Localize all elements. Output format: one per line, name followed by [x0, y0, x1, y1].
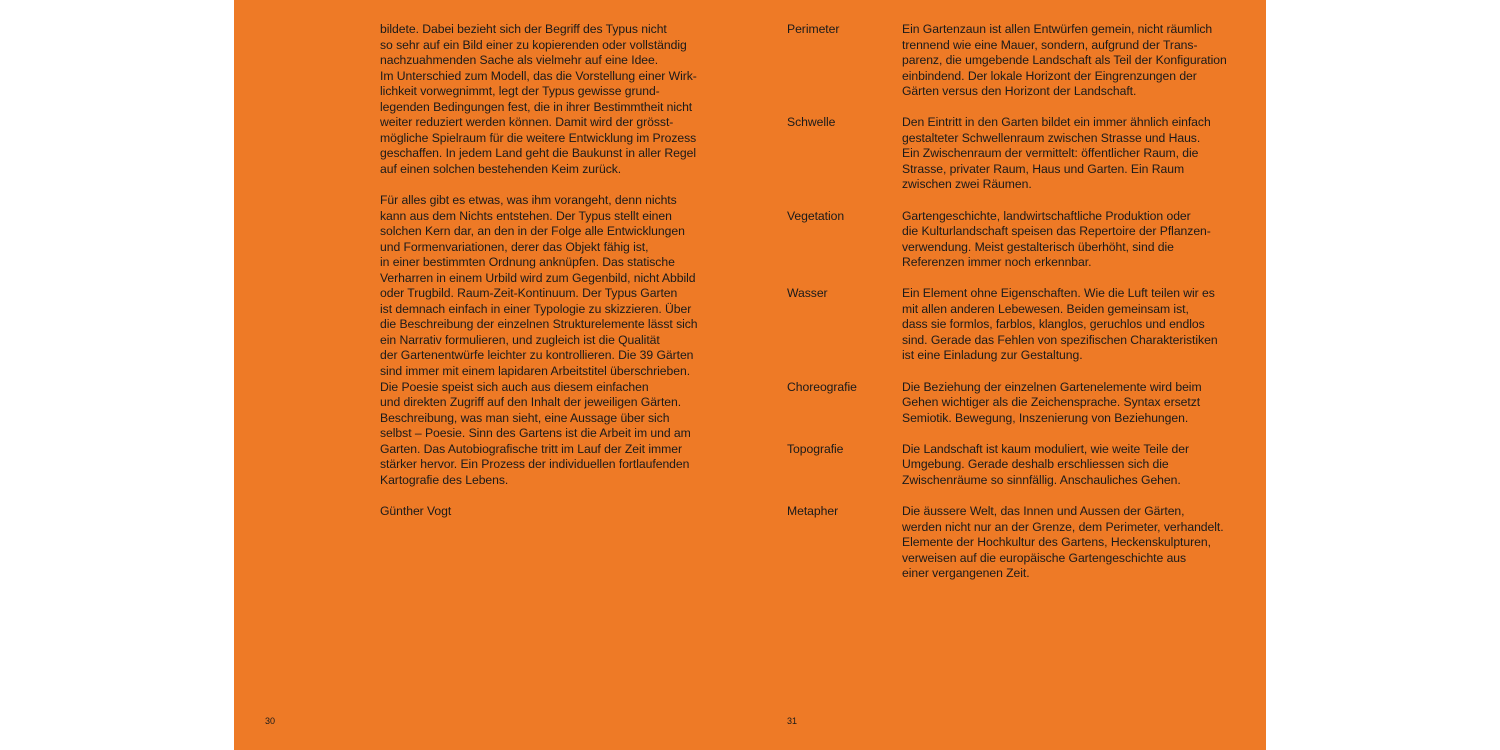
glossary-entry-perimeter [787, 22, 1257, 100]
text-line: Ein Zwischenraum der vermittelt: öffentlicher Raum, die [902, 146, 1199, 161]
glossary-term: Vegetation [787, 208, 845, 223]
essay-paragraph-2 [380, 193, 730, 488]
glossary-term: Choreografie [787, 379, 857, 394]
book-spread [234, 0, 1266, 750]
text-line: ist eine Einladung zur Gestaltung. [902, 348, 1083, 363]
text-line: stärker hervor. Ein Prozess der individuellen fortlaufenden [380, 457, 690, 472]
text-line: verwendung. Meist gestalterisch überhöht, sind die [902, 239, 1174, 254]
text-line: nachzuahmenden Sache als vielmehr auf eine Idee. [380, 53, 659, 68]
glossary-term: Perimeter [787, 22, 840, 36]
text-line: und direkten Zugriff auf den Inhalt der jeweiligen Gärten. [380, 395, 682, 410]
text-line: mit allen anderen Lebewesen. Beiden gemeinsam ist, [902, 301, 1189, 316]
text-line: Referenzen immer noch erkennbar. [902, 255, 1092, 270]
glossary-entry-vegetation [787, 209, 1257, 271]
glossary-definition [902, 115, 1257, 193]
text-line: weiter reduziert werden können. Damit wird der grösst- [380, 115, 674, 130]
text-line: Gehen wichtiger als die Zeichensprache. Syntax ersetzt [902, 395, 1201, 410]
text-line: Umgebung. Gerade deshalb erschliessen sich die [902, 457, 1169, 472]
glossary-definition [902, 442, 1257, 489]
glossary-term: Wasser [787, 286, 828, 301]
text-line: Für alles gibt es etwas, was ihm vorangeht, denn nichts [380, 193, 677, 208]
text-line: trennend wie eine Mauer, sondern, aufgrund der Trans- [902, 37, 1198, 52]
glossary-entry-schwelle [787, 115, 1257, 193]
text-line: parenz, die umgebende Landschaft als Teil der Konfiguration [902, 53, 1227, 68]
essay-text [380, 22, 730, 520]
text-line: auf einen solchen bestehenden Keim zurück. [380, 161, 622, 176]
glossary-entry-metapher [787, 504, 1257, 582]
text-line: ist demnach einfach in einer Typologie zu skizzieren. Über [380, 301, 692, 316]
text-line: einer vergangenen Zeit. [902, 566, 1030, 581]
text-line: Verharren in einem Urbild wird zum Gegenbild, nicht Abbild [380, 270, 696, 285]
text-line: und Formenvariationen, derer das Objekt fähig ist, [380, 239, 649, 254]
text-line: Im Unterschied zum Modell, das die Vorstellung einer Wirk- [380, 68, 697, 83]
text-line: Ein Gartenzaun ist allen Entwürfen gemein, nicht räumlich [902, 22, 1213, 36]
text-line: bildete. Dabei bezieht sich der Begriff des Typus nicht [380, 22, 667, 36]
text-line: die Kulturlandschaft speisen das Repertoire der Pflanzen- [902, 224, 1211, 239]
text-line: geschaffen. In jedem Land geht die Baukunst in aller Regel [380, 146, 696, 161]
text-line: verweisen auf die europäische Gartengeschichte aus [902, 550, 1187, 565]
glossary-definition [902, 286, 1257, 364]
left-page [234, 0, 750, 750]
text-line: Semiotik. Bewegung, Inszenierung von Beziehungen. [902, 410, 1189, 425]
glossary-term: Metapher [787, 503, 839, 518]
text-line: sind. Gerade das Fehlen von spezifischen Charakteristiken [902, 332, 1218, 347]
text-line: gestalteter Schwellenraum zwischen Strasse und Haus. [902, 130, 1201, 145]
text-line: mögliche Spielraum für die weitere Entwicklung im Prozess [380, 130, 697, 145]
text-line: Beschreibung, was man sieht, eine Aussage über sich [380, 410, 670, 425]
text-line: Zwischenräume so sinnfällig. Anschauliches Gehen. [902, 472, 1181, 487]
text-line: sind immer mit einem lapidaren Arbeitstitel überschrieben. [380, 364, 691, 379]
text-line: Die Poesie speist sich auch aus diesem einfachen [380, 379, 649, 394]
text-line: in einer bestimmten Ordnung anknüpfen. Das statische [380, 255, 675, 270]
glossary-entry-topografie [787, 442, 1257, 489]
glossary [787, 22, 1257, 582]
glossary-entry-choreografie [787, 380, 1257, 427]
essay-paragraph-1 [380, 22, 730, 177]
text-line: Gartengeschichte, landwirtschaftliche Produktion oder [902, 208, 1191, 223]
glossary-definition [902, 380, 1257, 427]
text-line: werden nicht nur an der Grenze, dem Perimeter, verhandelt. [902, 519, 1224, 534]
text-line: Kartografie des Lebens. [380, 472, 509, 487]
right-page [750, 0, 1266, 750]
text-line: lichkeit vorwegnimmt, legt der Typus gewisse grund- [380, 84, 660, 99]
text-line: Ein Element ohne Eigenschaften. Wie die Luft teilen wir es [902, 286, 1215, 301]
text-line: so sehr auf ein Bild einer zu kopierenden oder vollständig [380, 37, 687, 52]
text-line: Garten. Das Autobiografische tritt im Lauf der Zeit immer [380, 441, 682, 456]
text-line: selbst – Poesie. Sinn des Gartens ist die Arbeit im und am [380, 426, 691, 441]
author-name: Günther Vogt [380, 503, 452, 518]
text-line: einbindend. Der lokale Horizont der Eingrenzungen der [902, 68, 1197, 83]
text-line: kann aus dem Nichts entstehen. Der Typus stellt einen [380, 208, 672, 223]
text-line: ein Narrativ formulieren, und zugleich ist die Qualität [380, 332, 660, 347]
text-line: Die Landschaft ist kaum moduliert, wie weite Teile der [902, 441, 1190, 456]
glossary-term: Schwelle [787, 115, 836, 130]
text-line: der Gartenentwürfe leichter zu kontrollieren. Die 39 Gärten [380, 348, 694, 363]
text-line: Die Beziehung der einzelnen Gartenelemente wird beim [902, 379, 1202, 394]
text-line: dass sie formlos, farblos, klanglos, geruchlos und endlos [902, 317, 1205, 332]
glossary-entry-wasser [787, 286, 1257, 364]
text-line: die Beschreibung der einzelnen Strukturelemente lässt sich [380, 317, 698, 332]
glossary-term: Topografie [787, 441, 844, 456]
text-line: Die äussere Welt, das Innen und Aussen der Gärten, [902, 503, 1185, 518]
text-line: oder Trugbild. Raum-Zeit-Kontinuum. Der Typus Garten [380, 286, 678, 301]
glossary-definition [902, 22, 1257, 100]
text-line: solchen Kern dar, an den in der Folge alle Entwicklungen [380, 224, 685, 239]
page-number-left: 30 [265, 716, 276, 726]
text-line: zwischen zwei Räumen. [902, 177, 1032, 192]
text-line: Elemente der Hochkultur des Gartens, Heckenskulpturen, [902, 535, 1211, 550]
glossary-definition [902, 504, 1257, 582]
glossary-definition [902, 209, 1257, 271]
text-line: legenden Bedingungen fest, die in ihrer Bestimmtheit nicht [380, 99, 693, 114]
text-line: Gärten versus den Horizont der Landschaft. [902, 84, 1137, 99]
text-line: Den Eintritt in den Garten bildet ein immer ähnlich einfach [902, 115, 1211, 130]
page-number-right: 31 [787, 716, 798, 726]
text-line: Strasse, privater Raum, Haus und Garten. Ein Raum [902, 161, 1185, 176]
